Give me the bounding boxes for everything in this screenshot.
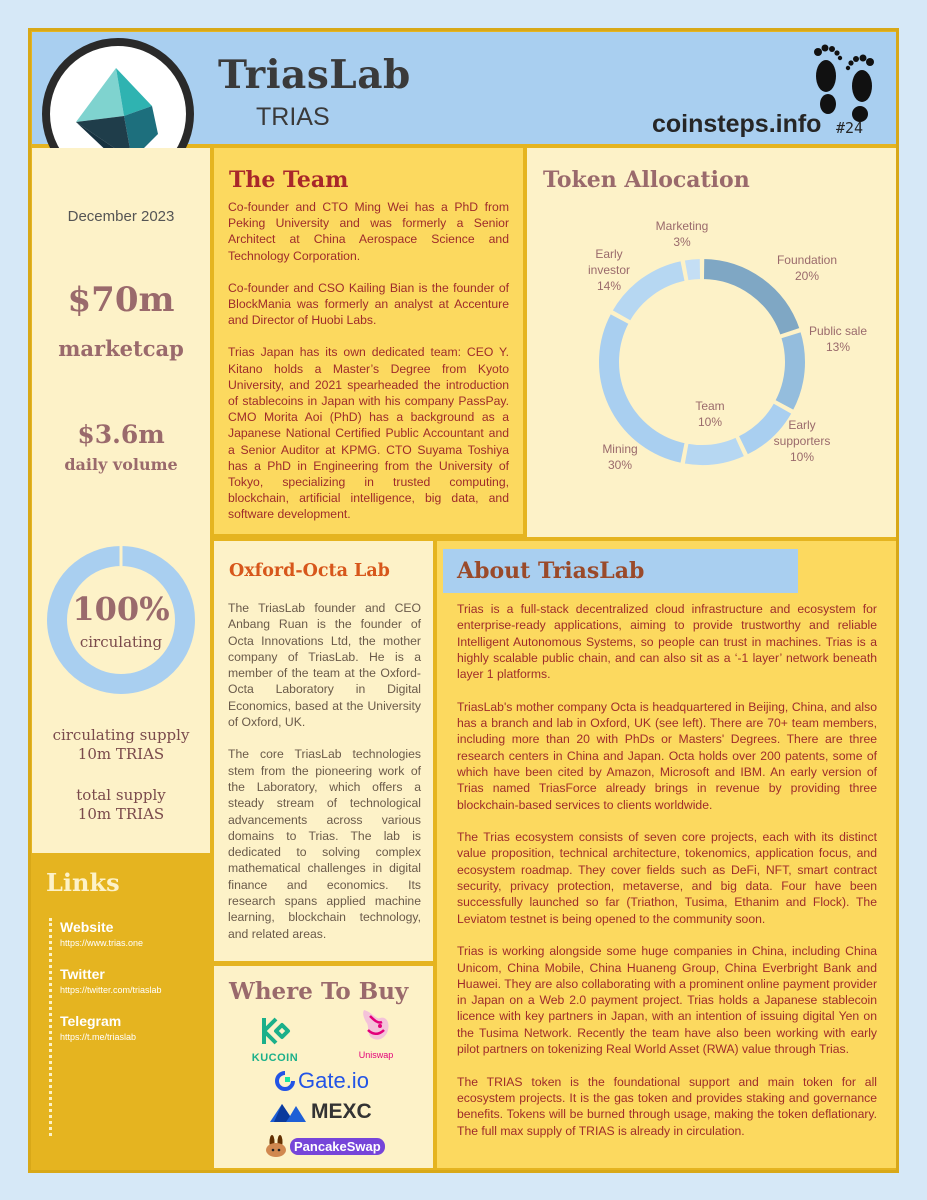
uniswap-logo[interactable] xyxy=(350,1006,402,1060)
team-paragraph: Co-founder and CSO Kailing Bian is the founder of BlockMania was formerly an analyst at Accenture and Director of Huobi Labs. xyxy=(228,280,509,328)
pie-slice-public-sale xyxy=(774,331,806,411)
gate-label: Gate.io xyxy=(298,1068,369,1093)
kucoin-icon xyxy=(258,1016,292,1046)
report-date: December 2023 xyxy=(67,208,175,225)
link-telegram-label[interactable]: Telegram xyxy=(60,1013,122,1029)
bunny-icon xyxy=(264,1134,288,1158)
issue-number: #24 xyxy=(836,119,864,137)
uniswap-label: Uniswap xyxy=(358,1050,394,1060)
about-paragraph: The Trias ecosystem consists of seven core projects, each with its distinct value proposition, technical architecture, tokenomics, application focus, and ecosystem roadmap. They cover fields such as DeFi, NFT, smart contract security, privacy protection, metaverse, and big data. Four have been successfully launched so far (Triathon, Tusima, Ethanim and Flock). The Leviatom testnet is being opened to the community soon. xyxy=(457,830,877,926)
pie-label-marketing: Marketing 3% xyxy=(655,219,709,249)
link-twitter-url[interactable]: https://twitter.com/triaslab xyxy=(60,985,162,995)
marketcap-label: marketcap xyxy=(58,336,184,361)
oxford-paragraph: The TriasLab founder and CEO Anbang Ruan is the founder of Octa Innovations Ltd, the mother company of TriasLab. He is a member of the team at the Oxford-Octa Laboratory in Digital Economics, based at the University of Oxford, UK. xyxy=(228,601,421,730)
mexc-logo[interactable] xyxy=(268,1100,372,1124)
about-body xyxy=(457,601,877,1155)
team-paragraph: Trias Japan has its own dedicated team: CEO Y. Kitano holds a Master’s Degree from Kyoto University, and 2021 spearheaded the introduction of stablecoins in Japan with his company PassPay. CMO Morita Aoi (PhD) has a background as a Japanese National Certified Public Accountant and a Senior Auditor at KPMG. CTO Suyama Toshiya has a PhD in Engineering from the University of Tokyo, specializing in trusted computing, blockchain, artificial intelligence, big data, and software development. xyxy=(228,345,509,522)
circulating-label: circulating xyxy=(79,633,163,651)
about-paragraph: Trias is a full-stack decentralized cloud infrastructure and ecosystem for enterprise-ready applications, aiming to provide trustworthy and reliable Intelligent Autonomous Systems, so people can trust in machines. Trias is a highly scalable public chain, and can also sit as a ‘-1 layer’ network beneath layer 1 platforms. xyxy=(457,602,877,682)
ticker-symbol: TRIAS xyxy=(256,103,330,131)
total-supply-label: total supply xyxy=(76,786,166,804)
pie-label-mining: Mining 30% xyxy=(602,442,638,472)
circulating-percent: 100% xyxy=(72,590,170,628)
total-supply-value: 10m TRIAS xyxy=(77,805,165,823)
link-website-label[interactable]: Website xyxy=(60,919,114,935)
volume-label: daily volume xyxy=(64,455,178,474)
site-name: coinsteps.info xyxy=(652,110,822,138)
pie-label-team: Team 10% xyxy=(695,399,725,429)
about-paragraph: The TRIAS token is the foundational support and main token for all ecosystem projects. It is the gas token and provides staking and governance benefits. Tokens will be burned through usage, making the token deflationary. The full max supply of TRIAS is already in circulation. xyxy=(457,1074,877,1138)
link-twitter-label[interactable]: Twitter xyxy=(60,966,105,982)
gate-icon xyxy=(273,1069,297,1093)
pie-slice-marketing xyxy=(684,258,701,281)
mexc-icon xyxy=(268,1100,308,1124)
kucoin-label: KUCOIN xyxy=(251,1052,299,1064)
circulating-supply-label: circulating supply xyxy=(52,726,190,744)
pancakeswap-label: PancakeSwap xyxy=(290,1138,385,1155)
link-website-url[interactable]: https://www.trias.one xyxy=(60,938,144,948)
oxford-title: Oxford-Octa Lab xyxy=(229,561,390,581)
unicorn-icon xyxy=(356,1006,396,1048)
oxford-paragraph: The core TriasLab technologies stem from the pioneering work of the Laboratory, which offers a steady stream of technological advancements across various domains to Trias. The lab is dedicated to solving complex mathematical challenges in digital finance and economics. Its research spans applied machine learning, blockchain technology, and related areas. xyxy=(228,747,421,941)
about-title: About TriasLab xyxy=(457,558,645,584)
mexc-label: MEXC xyxy=(311,1100,372,1123)
volume-value: $3.6m xyxy=(77,420,165,449)
about-paragraph: Trias is working alongside some huge companies in China, including China Unicom, China Mobile, China Huaneng Group, China Everbright Bank and Huawei. They are also collaborating with a prominent online payment provider in Japan on a Web 2.0 payment project. Trias holds a Japanese stablecoin licence with key partners in Japan, with an intention of issuing digital Yen on the Tusima Network. Recently the team have also been working with early pilot partners on tokenizing Real World Asset (RWA) value through Trias. xyxy=(457,944,877,1057)
pancakeswap-logo[interactable] xyxy=(264,1134,385,1158)
link-telegram-url[interactable]: https://t.me/triaslab xyxy=(60,1032,137,1042)
marketcap-value: $70m xyxy=(67,280,175,320)
team-paragraph: Co-founder and CTO Ming Wei has a PhD from Peking University and was formerly a Senior Architect at China Aerospace Science and Technology Corporation. xyxy=(228,200,509,263)
token-allocation-chart xyxy=(527,148,896,537)
kucoin-logo[interactable] xyxy=(248,1016,302,1064)
pie-slice-team xyxy=(684,437,745,466)
about-paragraph: TriasLab's mother company Octa is headquartered in Beijing, China, and also has a branch and lab in Oxford, UK (see left). There are 70+ team members, including more than 20 with PhDs or Masters' Degrees. There are three research centers in China and Japan. Octa holds over 200 patents, some of which have been cited by Amazon, Microsoft and IBM. An early version of Trias named TriasForce already brings in revenue by providing three blockchain-based services to clients worldwide. xyxy=(457,699,877,812)
pie-label-public-sale: Public sale 13% xyxy=(808,324,868,354)
token-title: Token Allocation xyxy=(543,167,750,193)
where-to-buy-title: Where To Buy xyxy=(229,978,409,1005)
links-divider xyxy=(49,918,52,1136)
pie-label-early-investor: Early investor 14% xyxy=(587,247,631,293)
circulating-supply-value: 10m TRIAS xyxy=(77,745,165,763)
pie-label-early-supporters: Early supporters 10% xyxy=(773,418,831,464)
gate-logo[interactable] xyxy=(273,1068,369,1094)
pie-slice-foundation xyxy=(703,258,801,336)
links-title: Links xyxy=(46,868,120,897)
page-title: TriasLab xyxy=(218,52,411,98)
pie-label-foundation: Foundation 20% xyxy=(776,253,838,283)
team-title: The Team xyxy=(229,167,349,193)
oxford-body xyxy=(228,600,421,958)
team-body xyxy=(228,199,509,539)
